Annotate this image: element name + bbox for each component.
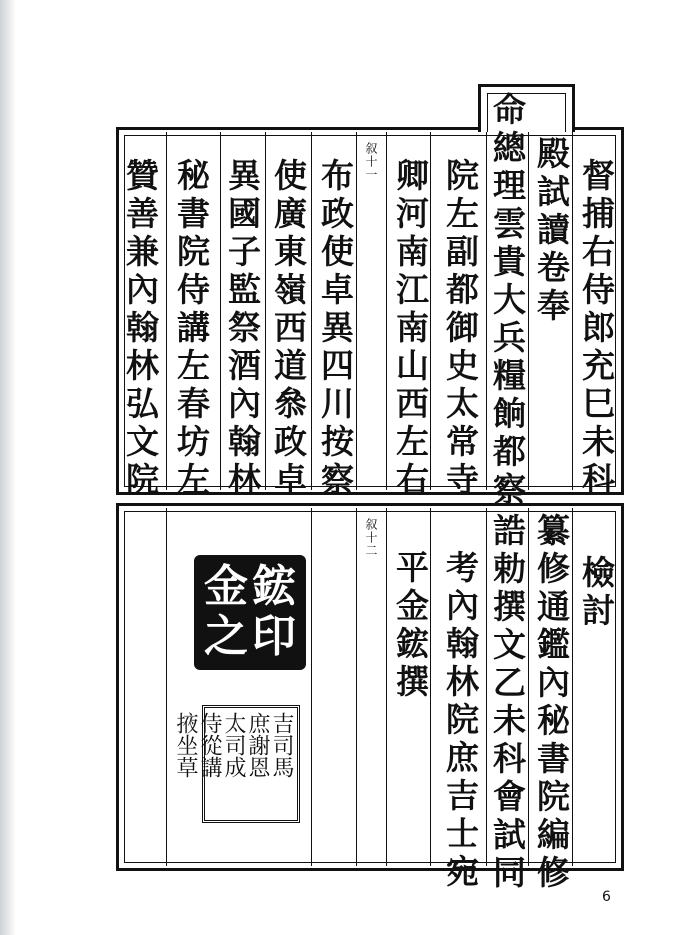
page-edge [0,0,16,935]
lower-column-5: 平金鋐撰 [391,550,430,702]
book-page [16,0,677,935]
upper-column-1: 督捕右侍郎充巳未科 [577,158,616,500]
upper-fold-label: 叙十一 [364,142,378,181]
small-seal-col-2: 庶謝恩 [245,712,270,778]
lower-fold-label: 叙十二 [364,518,378,557]
small-seal-col-4: 侍從講 [197,712,222,778]
upper-column-3: 命總理雲貴大兵糧餉都察 [488,92,527,510]
upper-column-7: 使廣東嶺西道叅政卓 [269,158,308,500]
page-number: 6 [602,889,611,905]
upper-column-6: 布政使卓異四川按察 [316,158,355,500]
lower-column-3: 誥勅撰文乙未科會試同 [488,513,527,893]
large-seal-char-4: 印 [252,610,296,662]
large-seal-char-1: 金 [204,561,248,612]
large-seal [194,555,306,670]
lower-column-4: 考內翰林院庶吉士宛 [441,550,480,892]
small-seal-col-1: 吉司馬 [269,712,294,778]
large-seal-char-3: 之 [204,610,248,662]
upper-column-9: 秘書院侍講左春坊左 [172,158,211,500]
large-seal-char-2: 鋐 [252,561,296,612]
small-seal [173,705,300,823]
upper-column-8: 異國子監祭酒內翰林 [223,158,262,500]
upper-column-4: 院左副都御史太常寺 [441,158,480,500]
lower-column-1: 檢討 [577,555,616,631]
upper-column-10: 贊善兼內翰林弘文院 [121,158,160,500]
upper-column-5: 卿河南江南山西左右 [391,158,430,500]
lower-column-2: 纂修通鑑內秘書院編修 [532,513,571,893]
small-seal-col-5: 掖坐草 [173,712,198,778]
small-seal-col-3: 太司成 [221,712,246,778]
upper-column-2: 殿試讀卷奉 [532,136,571,326]
